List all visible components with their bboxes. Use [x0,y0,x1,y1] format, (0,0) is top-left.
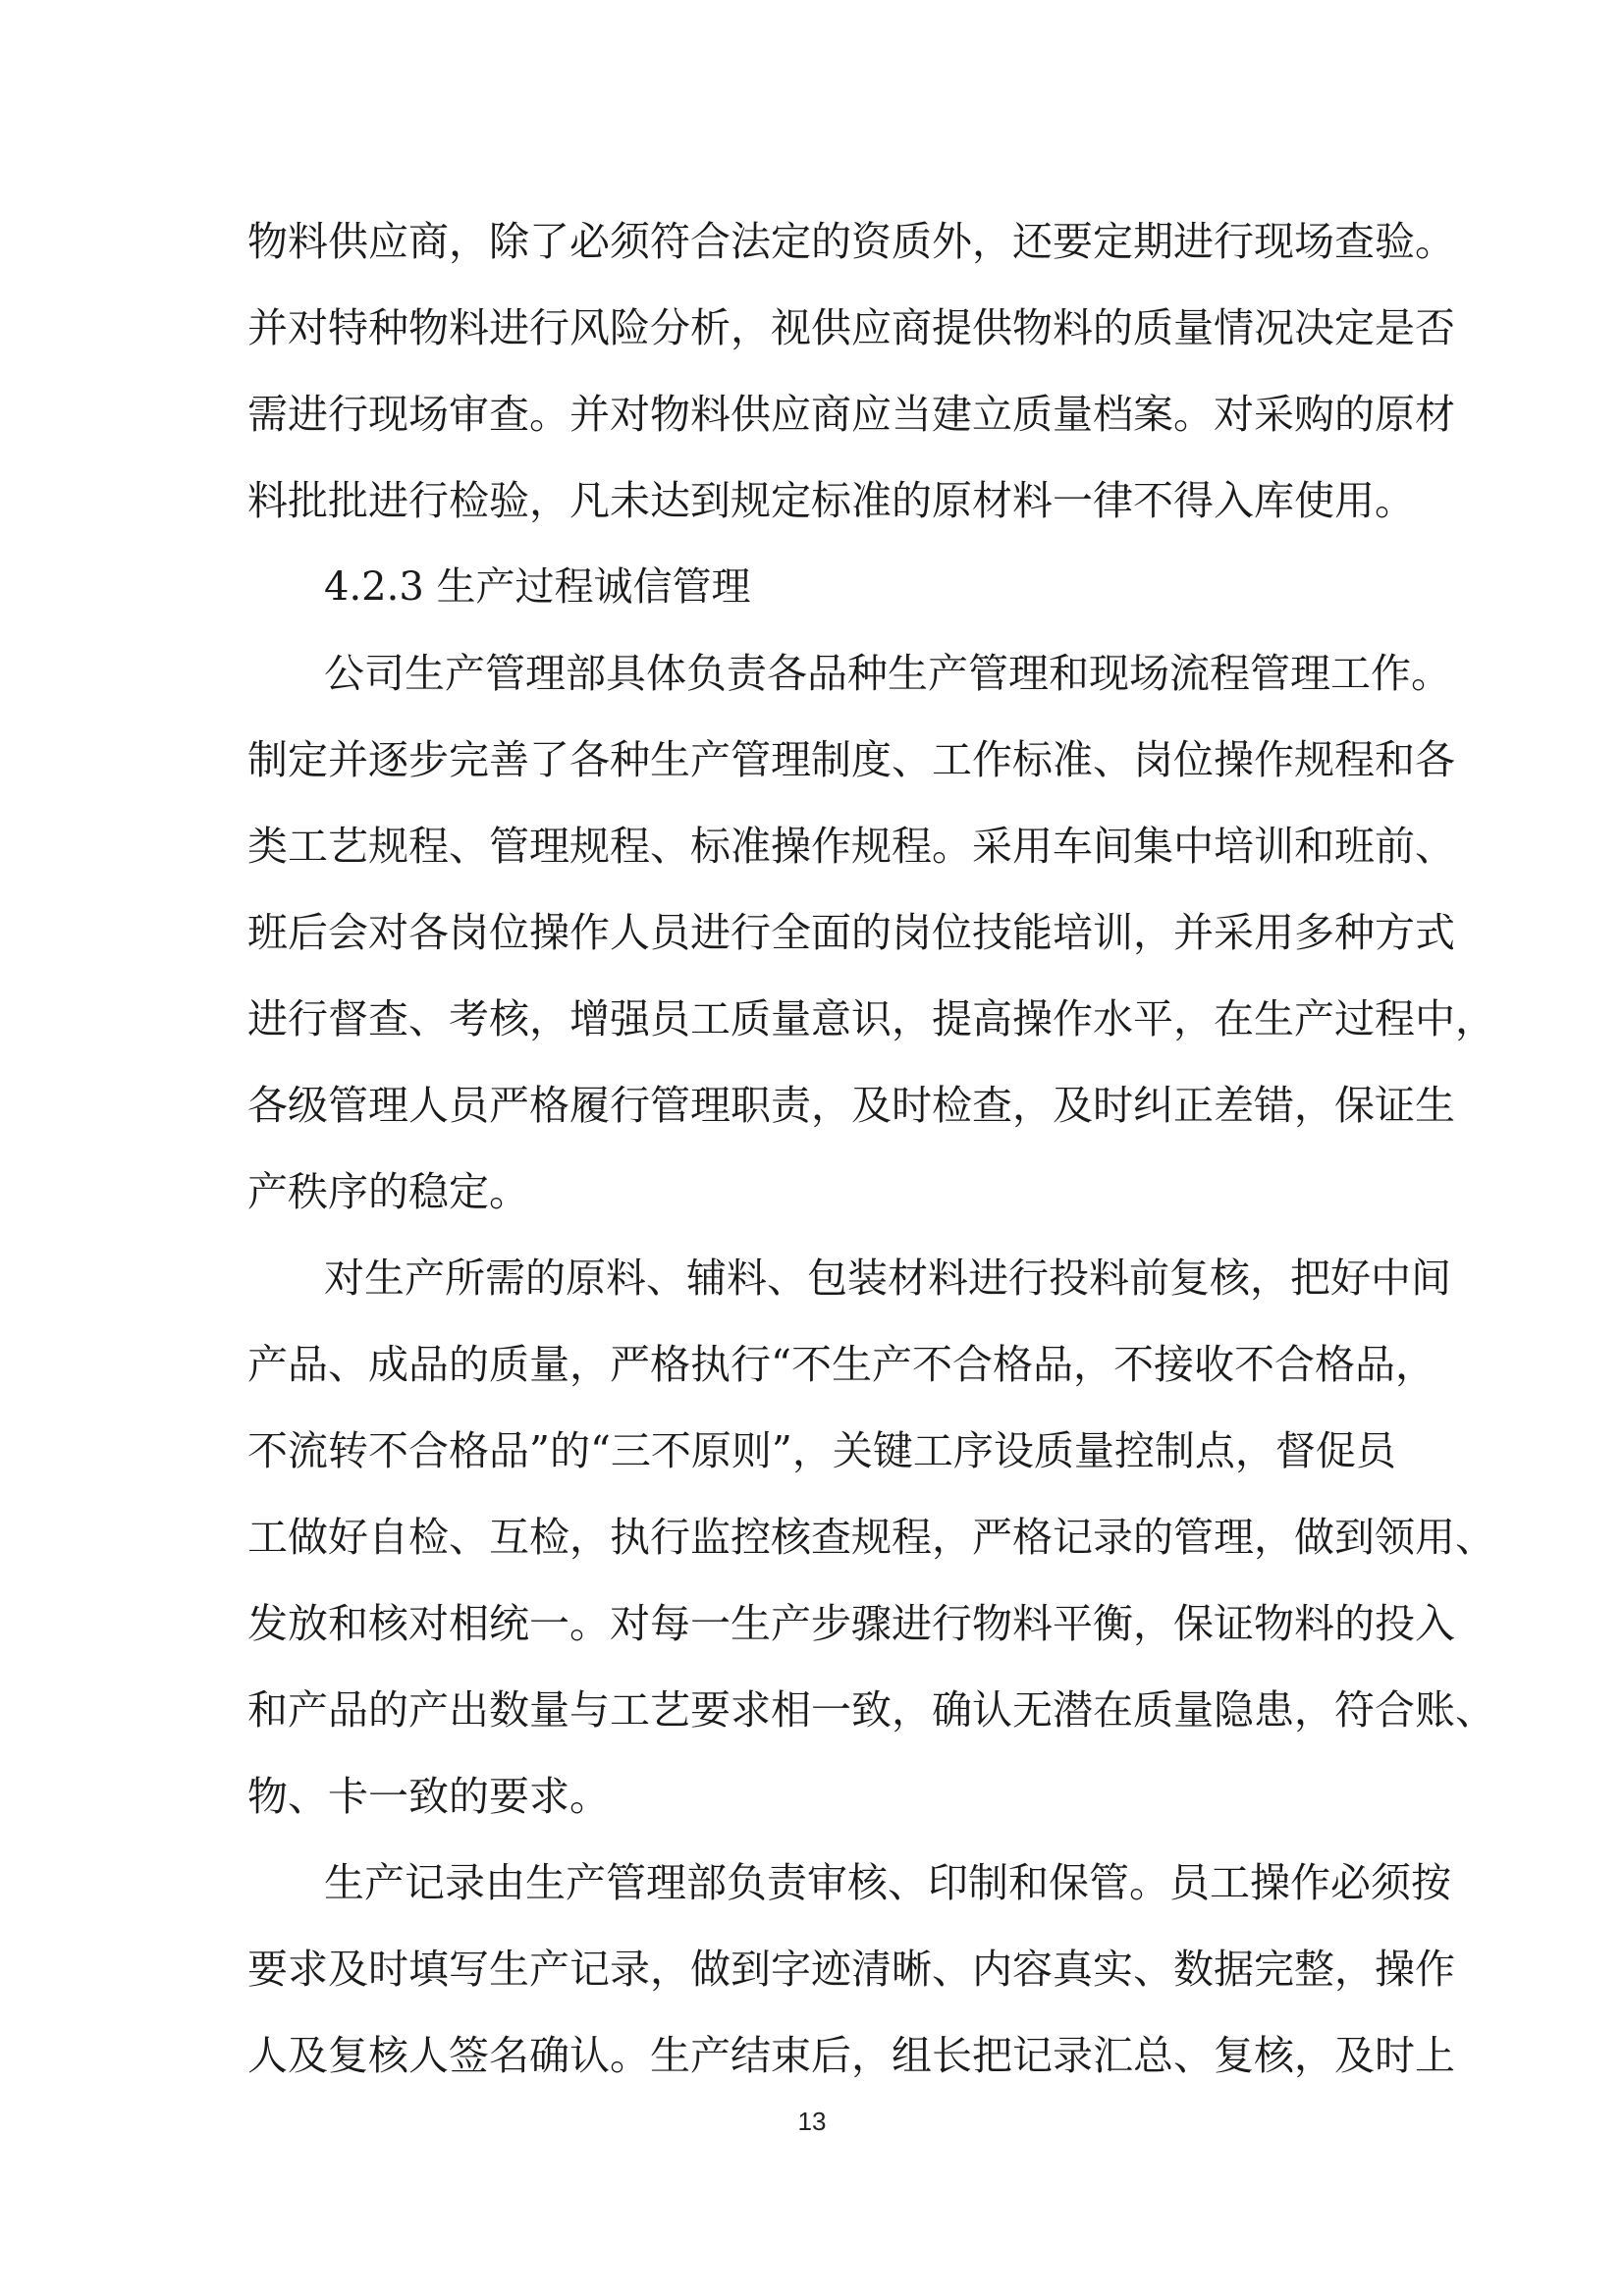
text-line: 物料供应商，除了必须符合法定的资质外，还要定期进行现场查验。 [247,218,1455,265]
text-line: 产品、成品的质量，严格执行“不生产不合格品，不接收不合格品， [247,1341,1435,1388]
section-heading: 4.2.3 生产过程诚信管理 [324,564,751,610]
text-line: 各级管理人员严格履行管理职责，及时检查，及时纠正差错，保证生 [247,1082,1455,1129]
text-line: 料批批进行检验，凡未达到规定标准的原材料一律不得入库使用。 [247,477,1415,524]
text-line: 并对特种物料进行风险分析，视供应商提供物料的质量情况决定是否 [247,304,1455,351]
text-line: 要求及时填写生产记录，做到字迹清晰、内容真实、数据完整，操作 [247,1946,1455,1993]
paragraph-first-line: 对生产所需的原料、辅料、包装材料进行投料前复核，把好中间 [324,1255,1451,1302]
text-line: 制定并逐步完善了各种生产管理制度、工作标准、岗位操作规程和各 [247,736,1455,783]
text-line: 和产品的产出数量与工艺要求相一致，确认无潜在质量隐患，符合账、 [247,1686,1495,1734]
text-line: 产秩序的稳定。 [247,1168,529,1215]
text-line: 班后会对各岗位操作人员进行全面的岗位技能培训，并采用多种方式 [247,909,1455,956]
page-number: 13 [797,2107,827,2136]
text-line: 类工艺规程、管理规程、标准操作规程。采用车间集中培训和班前、 [247,823,1455,870]
paragraph-first-line: 生产记录由生产管理部负责审核、印制和保管。员工操作必须按 [324,1859,1451,1906]
text-line: 需进行现场审查。并对物料供应商应当建立质量档案。对采购的原材 [247,391,1455,438]
text-line: 进行督查、考核，增强员工质量意识，提高操作水平，在生产过程中， [247,995,1495,1042]
text-line: 物、卡一致的要求。 [247,1773,610,1820]
text-line: 发放和核对相统一。对每一生产步骤进行物料平衡，保证物料的投入 [247,1600,1455,1647]
text-line: 工做好自检、互检，执行监控核查规程，严格记录的管理，做到领用、 [247,1514,1495,1561]
text-line: 不流转不合格品”的“三不原则”，关键工序设质量控制点，督促员 [247,1427,1396,1474]
text-line: 人及复核人签名确认。生产结束后，组长把记录汇总、复核，及时上 [247,2032,1455,2079]
paragraph-first-line: 公司生产管理部具体负责各品种生产管理和现场流程管理工作。 [324,650,1451,697]
